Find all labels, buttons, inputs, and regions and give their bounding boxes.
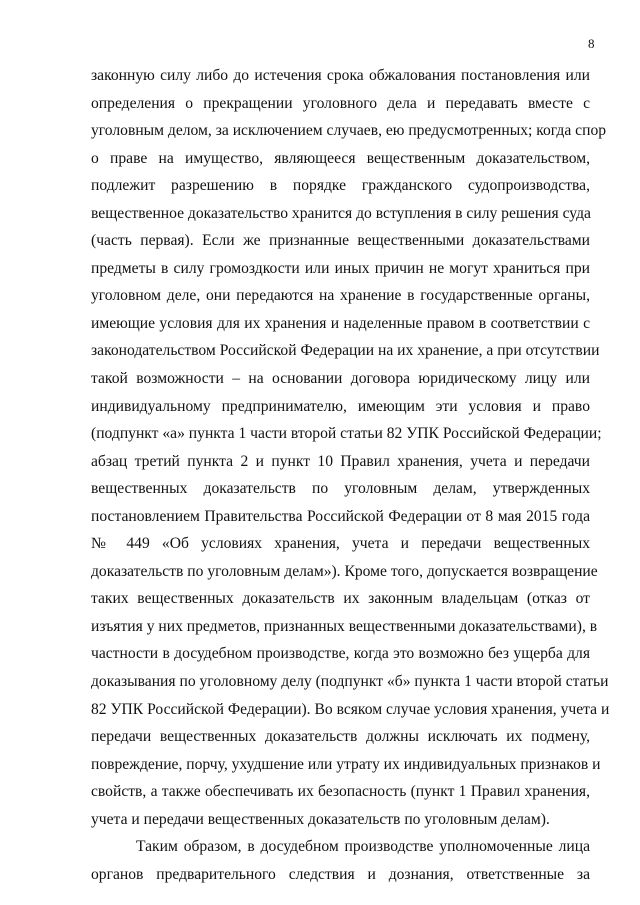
text-line: изъятия у них предметов, признанных вещественными доказательствами), в [91,617,598,635]
text-line: вещественное доказательство хранится до вступления в силу решения суда [91,204,591,222]
text-line: индивидуальному предпринимателю, имеющим эти условия и право [91,397,590,415]
text-line: о праве на имущество, являющееся вещественным доказательством, [91,149,590,167]
text-line: абзац третий пункта 2 и пункт 10 Правил хранения, учета и передачи [91,452,590,470]
text-line: свойств, а также обеспечивать их безопасность (пункт 1 Правил хранения, [91,783,590,801]
text-line: уголовным делом, за исключением случаев, ею предусмотренных; когда спор [91,122,607,140]
page-number: 8 [588,36,595,51]
text-line: органов предварительного следствия и дознания, ответственные за [91,865,590,883]
body-text [91,62,610,888]
text-line: подлежит разрешению в порядке гражданского судопроизводства, [91,177,590,195]
text-line: (подпункт «а» пункта 1 части второй статьи 82 УПК Российской Федерации; [91,425,602,443]
text-line: частности в досудебном производстве, когда это возможно без ущерба для [91,645,590,663]
text-line: такой возможности – на основании договора юридическому лицу или [91,370,590,388]
text-line: определения о прекращении уголовного дела и передавать вместе с [91,94,590,112]
text-line: № 449 «Об условиях хранения, учета и передачи вещественных [91,535,590,553]
text-line: передачи вещественных доказательств должны исключать их подмену, [91,728,590,746]
text-line: таких вещественных доказательств их законным владельцам (отказ от [91,590,590,608]
text-line: (часть первая). Если же признанные вещественными доказательствами [91,232,590,250]
text-line: Таким образом, в досудебном производстве уполномоченные лица [136,838,590,856]
text-line: имеющие условия для их хранения и наделенные правом в соответствии с [91,314,590,332]
text-line: 82 УПК Российской Федерации). Во всяком случае условия хранения, учета и [91,700,610,718]
text-line: вещественных доказательств по уголовным делам, утвержденных [91,480,590,498]
text-line: доказывания по уголовному делу (подпункт «б» пункта 1 части второй статьи [91,673,609,691]
text-line: уголовном деле, они передаются на хранение в государственные органы, [91,287,590,305]
text-line: постановлением Правительства Российской Федерации от 8 мая 2015 года [91,507,590,525]
text-line: законную силу либо до истечения срока обжалования постановления или [91,67,590,84]
text-line: предметы в силу громоздкости или иных причин не могут храниться при [91,259,590,277]
text-line: доказательств по уголовным делам»). Кроме того, допускается возвращение [91,562,598,580]
text-line: повреждение, порчу, ухудшение или утрату их индивидуальных признаков и [91,755,601,773]
text-line: законодательством Российской Федерации на их хранение, а при отсутствии [91,342,600,360]
text-line: учета и передачи вещественных доказательств по уголовным делам). [91,810,550,828]
